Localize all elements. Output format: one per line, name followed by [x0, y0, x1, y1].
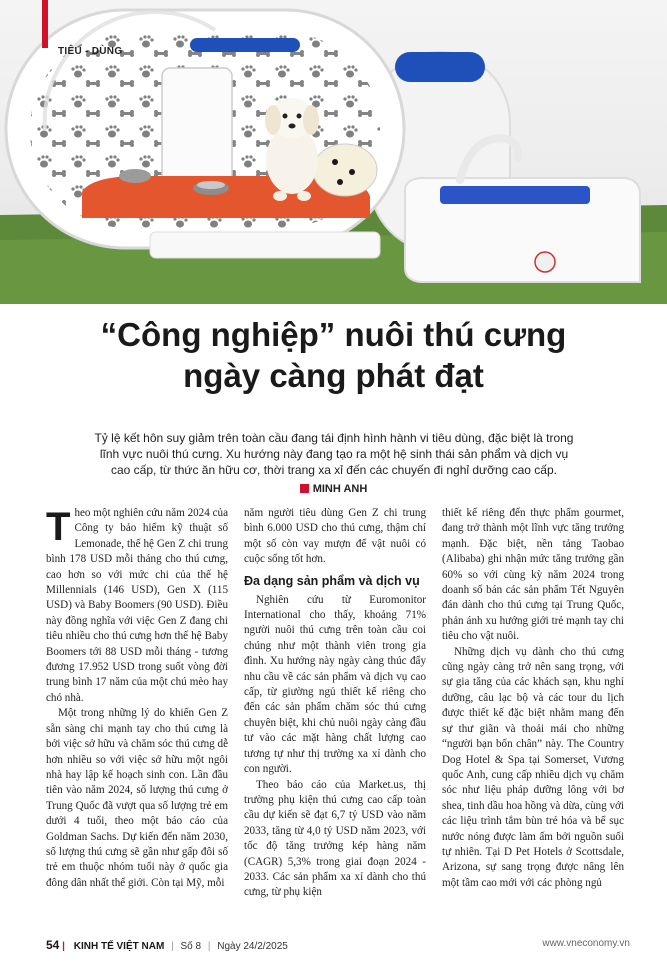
author-name: MINH ANH	[312, 483, 368, 495]
page-number: 54	[46, 938, 60, 952]
dropcap: T	[46, 505, 71, 549]
section-marker	[42, 0, 48, 48]
magazine-name: KINH TẾ VIỆT NAM	[73, 941, 165, 952]
section-label: TIÊU - DÙNG	[58, 46, 123, 57]
article-subhead: Đa dạng sản phẩm và dịch vụ	[244, 573, 420, 588]
paragraph: Một trong những lý do khiến Gen Z sẵn sàng chi mạnh tay cho thú cưng là bởi việc sở hữu và chăm sóc thú cưng dễ hơn nhiều so với việc sở hữu một ngôi nhà hay lập kế hoạch sinh con. Lần đầu tiên vào năm 2024, số lượng thú cưng ở Trung Quốc đã vượt qua số lượng trẻ em dưới 4 tuổi, theo một báo cáo của Goldman Sachs. Dự kiến đến năm 2030, số lượng thú cưng sẽ gần như gấp đôi số trẻ em thuộc nhóm tuổi này ở quốc gia đông dân nhất thế giới. Còn tại Mỹ, mỗi	[46, 707, 228, 889]
page-footer: 54 | KINH TẾ VIỆT NAM | Số 8 | Ngày 24/2/2025 www.vneconomy.vn	[46, 938, 630, 952]
paragraph: Những dịch vụ dành cho thú cưng cũng ngày càng trở nên sang trọng, với sự gia tăng của các khách sạn, khu nghỉ dưỡng, câu lạc bộ và các tour du lịch được thiết kế đặc biệt nhằm mang đến sự thư giãn và thoải mái cho những “người bạn bốn chân” này. The Country Dog Hotel & Spa tại Somerset, Vương quốc Anh, cung cấp nhiều dịch vụ chăm sóc như liệu pháp dưỡng lông với bơ shea, tinh dầu hoa hồng và dừa, cùng với các liệu trình tắm bùn trẻ hóa và bể sục nước nóng được làm ấm bởi nguồn suối tự nhiên. Tại D Pet Hotels ở Scottsdale, Arizona, sự sang trọng được nâng lên một tầm cao mới với các phòng ngủ	[442, 645, 624, 889]
article-lead: Tỷ lệ kết hôn suy giảm trên toàn cầu đang tái định hình hành vi tiêu dùng, đặc biệt là trong lĩnh vực nuôi thú cưng. Xu hướng này đang tạo ra một hệ sinh thái sản phẩm và dịch vụ cao cấp, từ thức ăn hữu cơ, thời trang xa xỉ đến các chuyến đi nghỉ dưỡng cao cấp.	[94, 431, 574, 477]
author-marker-icon	[300, 484, 309, 493]
paragraph: năm người tiêu dùng Gen Z chi trung bình 6.000 USD cho thú cưng, thậm chí một số còn vay mượn để vật nuôi có cuộc sống tốt hơn.	[244, 507, 426, 566]
paragraph: thiết kế riêng đến thực phẩm gourmet, đang trở thành một lĩnh vực tăng trưởng mạnh. Đặc biệt, nền tảng Taobao (Alibaba) ghi nhận mức tăng trưởng gần 60% so với cùng kỳ năm 2024 trong doanh số bán các sản phẩm Tết Nguyên đán dành cho thú cưng tại Trung Quốc, phản ánh xu hướng giới trẻ mạnh tay chi tiêu cho vật nuôi.	[442, 507, 624, 643]
paragraph: Theo báo cáo của Market.us, thị trường phụ kiện thú cưng cao cấp toàn cầu dự kiến sẽ đạt 6,7 tỷ USD vào năm 2033, tăng từ 4,0 tỷ USD năm 2023, với tốc độ tăng trưởng kép hàng năm (CAGR) 5,3% trong giai đoạn 2024 - 2033. Các sản phẩm xa xỉ dành cho thú cưng, từ phụ kiện	[244, 778, 426, 899]
paragraph: Theo một nghiên cứu năm 2024 của Công ty bảo hiểm kỹ thuật số Lemonade, thế hệ Gen Z chi trung bình 178 USD mỗi tháng cho thú cưng, cao hơn so với mức chi của thế hệ Millennials (146 USD), Gen X (115 USD) và Baby Boomers (90 USD). Điều này đồng nghĩa với việc Gen Z đang chi tiêu nhiều cho thú cưng hơn thế hệ Baby Boomers tới 88 USD mỗi tháng - tương đương 17.952 USD trong suốt vòng đời trung bình 17 năm của một chú mèo hay chó nhà.	[46, 505, 228, 704]
article-column-2	[244, 506, 426, 901]
issue-date: Ngày 24/2/2025	[217, 941, 288, 952]
website-url: www.vneconomy.vn	[542, 938, 630, 949]
paragraph: Nghiên cứu từ Euromonitor International cho thấy, khoảng 71% người nuôi thú cưng trên toàn cầu coi chúng như một thành viên trong gia đình. Xu hướng này ngày càng thúc đẩy nhu cầu về các sản phẩm và dịch vụ cao cấp, từ giường ngủ thiết kế riêng cho đến các sản phẩm chăm sóc thú cưng chuyên biệt, khi chủ nuôi ngày càng đầu tư vào các mặt hàng chất lượng cao tương tự như thị trường xa xỉ dành cho con người.	[244, 593, 426, 776]
article-column-3	[442, 506, 624, 891]
title-line-1: “Công nghiệp” nuôi thú cưng	[100, 316, 567, 353]
page-title	[0, 314, 667, 396]
article-column-1	[46, 506, 228, 891]
title-line-2: ngày càng phát đạt	[183, 357, 484, 394]
issue-number: Số 8	[180, 941, 202, 952]
byline	[0, 483, 667, 495]
